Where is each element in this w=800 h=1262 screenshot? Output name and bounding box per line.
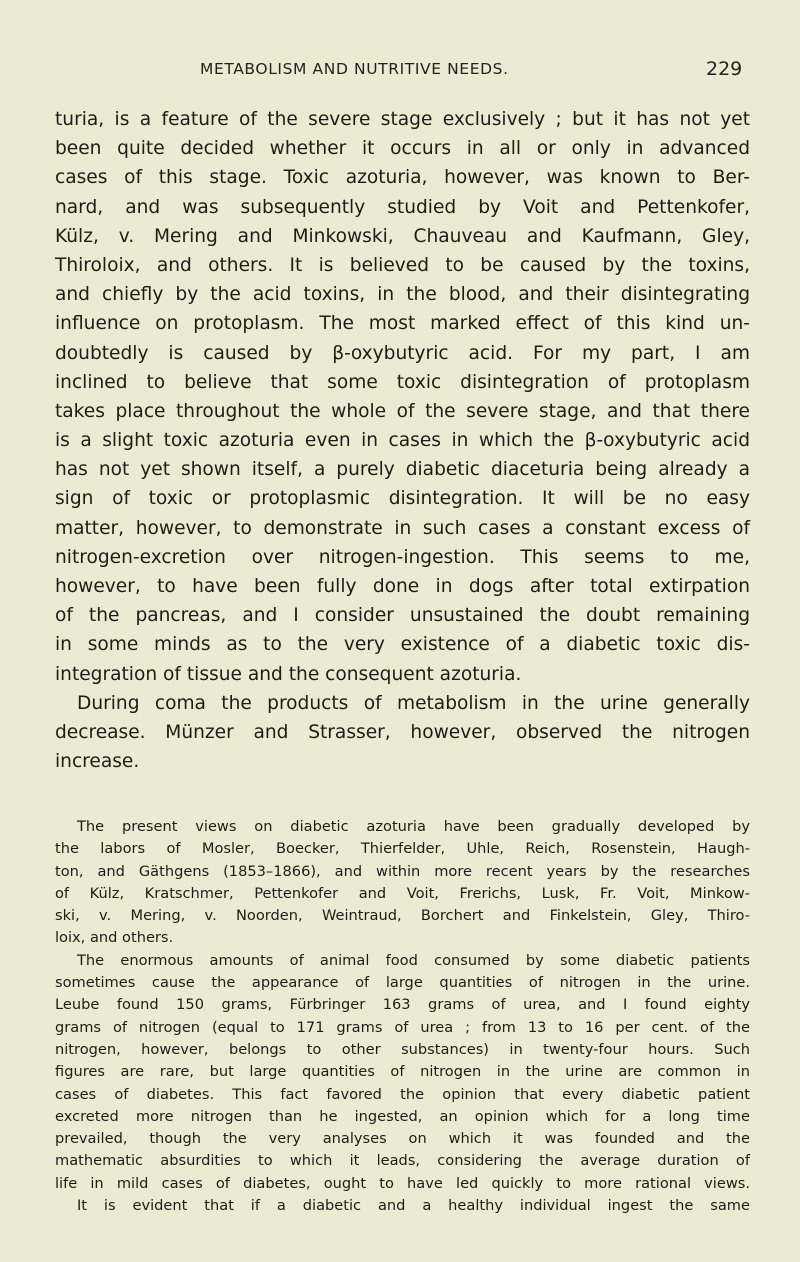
text-line: has not yet shown itself, a purely diabetic diaceturia being already a bbox=[55, 459, 750, 481]
text-line: cases of this stage. Toxic azoturia, however, was known to Ber- bbox=[55, 167, 750, 189]
note-line: the labors of Mosler, Boecker, Thierfelder, Uhle, Reich, Rosenstein, Haugh- bbox=[55, 840, 750, 858]
note-line: The present views on diabetic azoturia have been gradually developed by bbox=[77, 818, 750, 835]
text-line: and chiefly by the acid toxins, in the blood, and their disintegrating bbox=[55, 284, 750, 306]
text-line: increase. bbox=[55, 751, 140, 773]
text-line: integration of tissue and the consequent azoturia. bbox=[55, 663, 522, 685]
note-line: life in mild cases of diabetes, ought to have led quickly to more rational views. bbox=[55, 1174, 750, 1192]
note-line: figures are rare, but large quantities of nitrogen in the urine are common in bbox=[55, 1063, 750, 1081]
text-line: decrease. Münzer and Strasser, however, observed the nitrogen bbox=[55, 721, 750, 743]
text-line: During coma the products of metabolism in the urine generally bbox=[77, 692, 750, 714]
note-line: loix, and others. bbox=[55, 929, 174, 947]
note-line: of Külz, Kratschmer, Pettenkofer and Voit, Frerichs, Lusk, Fr. Voit, Minkow- bbox=[55, 884, 750, 902]
note-line: The enormous amounts of animal food consumed by some diabetic patients bbox=[77, 951, 750, 969]
note-line: excreted more nitrogen than he ingested, an opinion which for a long time bbox=[55, 1107, 750, 1125]
note-line: prevailed, though the very analyses on which it was founded and the bbox=[55, 1130, 750, 1148]
text-line: Külz, v. Mering and Minkowski, Chauveau and Kaufmann, Gley, bbox=[55, 225, 750, 247]
text-line: Thiroloix, and others. It is believed to be caused by the toxins, bbox=[55, 254, 750, 276]
page-number: 229 bbox=[706, 58, 743, 80]
note-line: mathematic absurdities to which it leads, considering the average duration of bbox=[55, 1152, 750, 1170]
note-line: ton, and Gäthgens (1853–1866), and within more recent years by the researches bbox=[55, 862, 750, 880]
text-line: however, to have been fully done in dogs after total extirpation bbox=[55, 576, 750, 597]
note-line: It is evident that if a diabetic and a healthy individual ingest the same bbox=[77, 1197, 750, 1215]
text-line: influence on protoplasm. The most marked effect of this kind un- bbox=[55, 313, 750, 335]
text-line: of the pancreas, and I consider unsustained the doubt remaining bbox=[55, 605, 750, 627]
text-line: nard, and was subsequently studied by Voit and Pettenkofer, bbox=[55, 196, 750, 218]
text-line: been quite decided whether it occurs in all or only in advanced bbox=[55, 138, 750, 160]
text-line: in some minds as to the very existence of a diabetic toxic dis- bbox=[55, 634, 750, 656]
note-line: cases of diabetes. This fact favored the opinion that every diabetic patient bbox=[55, 1085, 750, 1103]
text-line: doubtedly is caused by β-oxybutyric acid. For my part, I am bbox=[55, 342, 750, 364]
running-title: METABOLISM AND NUTRITIVE NEEDS. bbox=[200, 60, 509, 78]
note-text-block bbox=[55, 816, 750, 1217]
text-line: matter, however, to demonstrate in such cases a constant excess of bbox=[55, 517, 750, 539]
text-line: takes place throughout the whole of the severe stage, and that there bbox=[55, 400, 750, 422]
note-line: nitrogen, however, belongs to other substances) in twenty-four hours. Such bbox=[55, 1040, 750, 1058]
note-line: ski, v. Mering, v. Noorden, Weintraud, Borchert and Finkelstein, Gley, Thiro- bbox=[55, 907, 750, 925]
running-head bbox=[0, 60, 800, 90]
text-line: nitrogen-excretion over nitrogen-ingestion. This seems to me, bbox=[55, 546, 750, 568]
note-line: grams of nitrogen (equal to 171 grams of urea ; from 13 to 16 per cent. of the bbox=[55, 1018, 750, 1036]
note-line: Leube found 150 grams, Fürbringer 163 grams of urea, and I found eighty bbox=[55, 996, 750, 1014]
text-line: is a slight toxic azoturia even in cases in which the β-oxybutyric acid bbox=[55, 430, 750, 452]
text-line: inclined to believe that some toxic disintegration of protoplasm bbox=[55, 371, 750, 393]
note-line: sometimes cause the appearance of large quantities of nitrogen in the urine. bbox=[55, 974, 750, 992]
text-line: sign of toxic or protoplasmic disintegration. It will be no easy bbox=[55, 488, 750, 510]
text-line: turia, is a feature of the severe stage exclusively ; but it has not yet bbox=[55, 109, 750, 130]
main-text-block bbox=[55, 105, 750, 776]
